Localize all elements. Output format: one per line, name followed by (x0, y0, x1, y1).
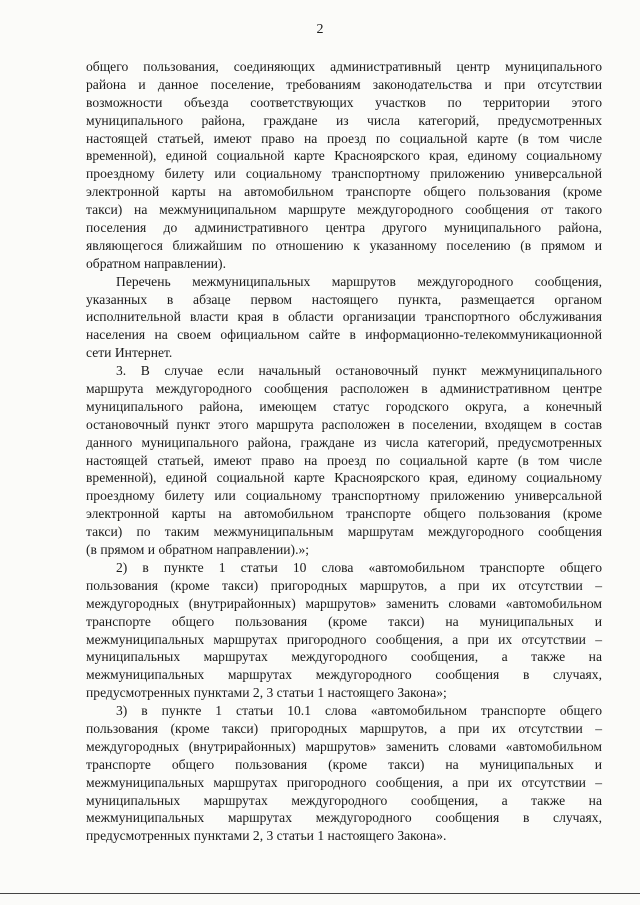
text-line: межмуниципальных маршрутах пригородного сообщения, а при их отсутствии – (86, 631, 602, 647)
text-line: муниципального района, граждане из числа категорий, предусмотренных (86, 112, 602, 128)
text-line: межмуниципальных маршрутах междугородного сообщения в случаях, (86, 810, 602, 826)
text-line: маршрута междугородного сообщения расположен в административном центре (86, 381, 602, 397)
text-line: населения на своем официальном сайте в информационно-телекоммуникационной (86, 327, 602, 343)
page-number: 2 (316, 22, 324, 37)
text-line: настоящей статьей, имеют право на проезд по социальной карте (в том числе (86, 130, 602, 146)
paragraph-item-2 (86, 559, 602, 702)
text-line: предусмотренных пунктами 2, 3 статьи 1 настоящего Закона». (86, 828, 447, 844)
text-line: 2) в пункте 1 статьи 10 слова «автомобильном транспорте общего (116, 559, 602, 575)
paragraph-route-list (86, 273, 602, 362)
paragraph-point-3 (86, 362, 602, 559)
text-line: района и данное поселение, требованиям законодательства и при отсутствии (86, 76, 602, 92)
document-body (86, 58, 602, 845)
text-line: проездному билету или социальному транспортному приложению универсальной (86, 488, 602, 504)
text-line: межмуниципальных маршрутах междугородного сообщения в случаях, (86, 667, 602, 683)
text-line: электронной карты на автомобильном транспорте общего пользования (кроме (86, 184, 602, 200)
text-line: возможности объезда соответствующих участков по территории этого (86, 94, 602, 110)
text-line: такси) на межмуниципальном маршруте междугородного сообщения от такого (86, 202, 602, 218)
text-line: временной), единой социальной карте Красноярского края, единому социальному (86, 470, 602, 486)
text-line: исполнительной власти края в области организации транспортного обслуживания (86, 309, 602, 325)
paragraph-item-3 (86, 702, 602, 845)
text-line: муниципального района, имеющем статус городского округа, а конечный (86, 398, 602, 414)
text-line: настоящей статьей, имеют право на проезд по социальной карте (в том числе (86, 452, 602, 468)
text-line: муниципальных маршрутах междугородного сообщения, а также на (86, 792, 602, 808)
text-line: (в прямом и обратном направлении).»; (86, 542, 310, 558)
text-line: остановочный пункт этого маршрута расположен в поселении, входящем в состав (86, 416, 602, 432)
text-line: электронной карты на автомобильном транспорте общего пользования (кроме (86, 506, 602, 522)
text-line: сети Интернет. (86, 345, 173, 361)
text-line: межмуниципальных маршрутах пригородного сообщения, а при их отсутствии – (86, 774, 602, 790)
text-line: транспорте общего пользования (кроме такси) на муниципальных и (86, 756, 602, 772)
text-line: проездному билету или социальному транспортному приложению универсальной (86, 166, 602, 182)
text-line: пользования (кроме такси) пригородных маршрутов, а при их отсутствии – (86, 720, 602, 736)
text-line: указанных в абзаце первом настоящего пункта, размещается органом (86, 291, 602, 307)
text-line: предусмотренных пунктами 2, 3 статьи 1 настоящего Закона»; (86, 685, 447, 701)
text-line: 3. В случае если начальный остановочный пункт межмуниципального (116, 363, 602, 379)
text-line: 3) в пункте 1 статьи 10.1 слова «автомобильном транспорте общего (116, 703, 602, 719)
text-line: Перечень межмуниципальных маршрутов междугородного сообщения, (116, 273, 602, 289)
text-line: транспорте общего пользования (кроме такси) на муниципальных и (86, 613, 602, 629)
text-line: междугородных (внутрирайонных) маршрутов» заменить словами «автомобильном (86, 738, 602, 754)
text-line: такси) по таким межмуниципальным маршрутам междугородного сообщения (86, 524, 602, 540)
text-line: междугородных (внутрирайонных) маршрутов» заменить словами «автомобильном (86, 595, 602, 611)
text-line: данного муниципального района, граждане из числа категорий, предусмотренных (86, 434, 602, 450)
text-line: обратном направлении). (86, 255, 226, 271)
text-line: временной), единой социальной карте Красноярского края, единому социальному (86, 148, 602, 164)
text-line: поселения до административного центра другого муниципального района, (86, 220, 602, 236)
text-line: являющегося ближайшим по отношению к указанному поселению (в прямом и (86, 237, 602, 253)
bottom-rule (0, 893, 640, 894)
text-line: пользования (кроме такси) пригородных маршрутов, а при их отсутствии – (86, 577, 602, 593)
text-line: муниципальных маршрутах междугородного сообщения, а также на (86, 649, 602, 665)
paragraph-continuation (86, 58, 602, 273)
text-line: общего пользования, соединяющих административный центр муниципального (86, 59, 602, 74)
